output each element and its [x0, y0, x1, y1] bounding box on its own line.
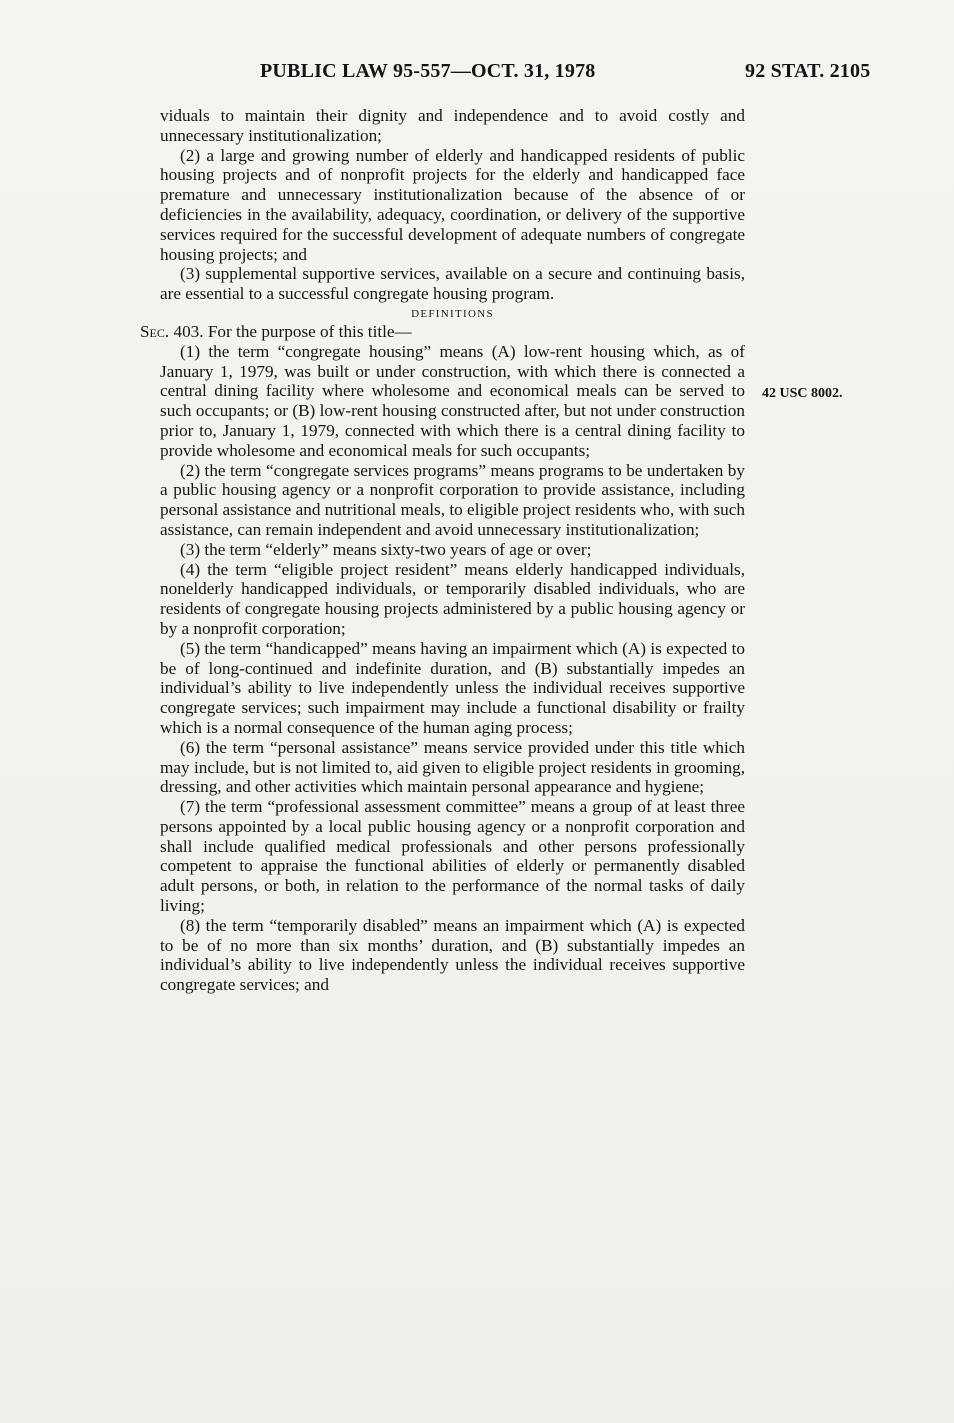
section-heading-definitions: DEFINITIONS: [411, 307, 494, 320]
definition-8: (8) the term “temporarily disabled” means an impairment which (A) is expected to be of no more than six months’ duration, and (B) substantially impedes an individual’s ability to live independently unless the individual receives supportive congregate services; and: [160, 915, 745, 995]
definition-6: (6) the term “personal assistance” means service provided under this title which may include, but is not limited to, aid given to eligible project residents in grooming, dressing, and other activities which maintain personal appearance and hygiene;: [160, 737, 745, 797]
paragraph-finding-3: (3) supplemental supportive services, available on a secure and continuing basis, are essential to a successful congregate housing program.: [160, 264, 745, 304]
definition-3: (3) the term “elderly” means sixty-two years of age or over;: [180, 539, 592, 559]
body-text: [140, 106, 745, 995]
definition-1: (1) the term “congregate housing” means (A) low-rent housing which, as of January 1, 1979, was built or under construction, with which there is connected a central dining facility where wholesome and economical meals can be served to such occupants; or (B) low-rent housing constructed after, but not under construction prior to, January 1, 1979, connected with which there is a central dining facility to provide wholesome and economical meals for such occupants;: [160, 341, 745, 460]
margin-citation: 42 USC 8002.: [762, 386, 843, 401]
paragraph-continued: viduals to maintain their dignity and independence and to avoid costly and unnecessary institutionalization;: [160, 106, 745, 145]
paragraph-finding-2: (2) a large and growing number of elderly and handicapped residents of public housing projects and of nonprofit projects for the elderly and handicapped face premature and unnecessary institutionalization because of the absence of or deficiencies in the availability, adequacy, coordination, or delivery of the supportive services required for the successful development of adequate numbers of congregate housing projects; and: [160, 145, 745, 264]
definition-7: (7) the term “professional assessment committee” means a group of at least three persons appointed by a local public housing agency or a nonprofit corporation and shall include qualified medical professionals and other persons professionally competent to appraise the functional abilities of elderly or permanently disabled adult persons, or both, in relation to the performance of the normal tasks of daily living;: [160, 797, 745, 916]
definition-5: (5) the term “handicapped” means having an impairment which (A) is expected to be of long-continued and indefinite duration, and (B) substantially impedes an individual’s ability to live independently unless the individual receives supportive congregate services; such impairment may include a functional disability or frailty which is a normal consequence of the human aging process;: [160, 638, 745, 737]
section-label: Sec. 403.: [140, 321, 204, 341]
show-through-mark: [800, 150, 803, 166]
page-header-stat: 92 STAT. 2105: [745, 60, 871, 82]
section-403-intro: [140, 322, 745, 342]
definition-2: (2) the term “congregate services programs” means programs to be undertaken by a public housing agency or a nonprofit corporation to provide assistance, including personal assistance and nutritional meals, to eligible project residents who, with such assistance, can remain independent and avoid unnecessary institutionalization;: [160, 460, 745, 539]
page-header-title: PUBLIC LAW 95-557—OCT. 31, 1978: [260, 60, 596, 82]
definition-4: (4) the term “eligible project resident” means elderly handicapped individuals, nonelderly handicapped individuals, or temporarily disabled individuals, who are residents of congregate housing projects administered by a public housing agency or by a nonprofit corporation;: [160, 559, 745, 638]
section-intro-text: For the purpose of this title—: [207, 321, 412, 341]
